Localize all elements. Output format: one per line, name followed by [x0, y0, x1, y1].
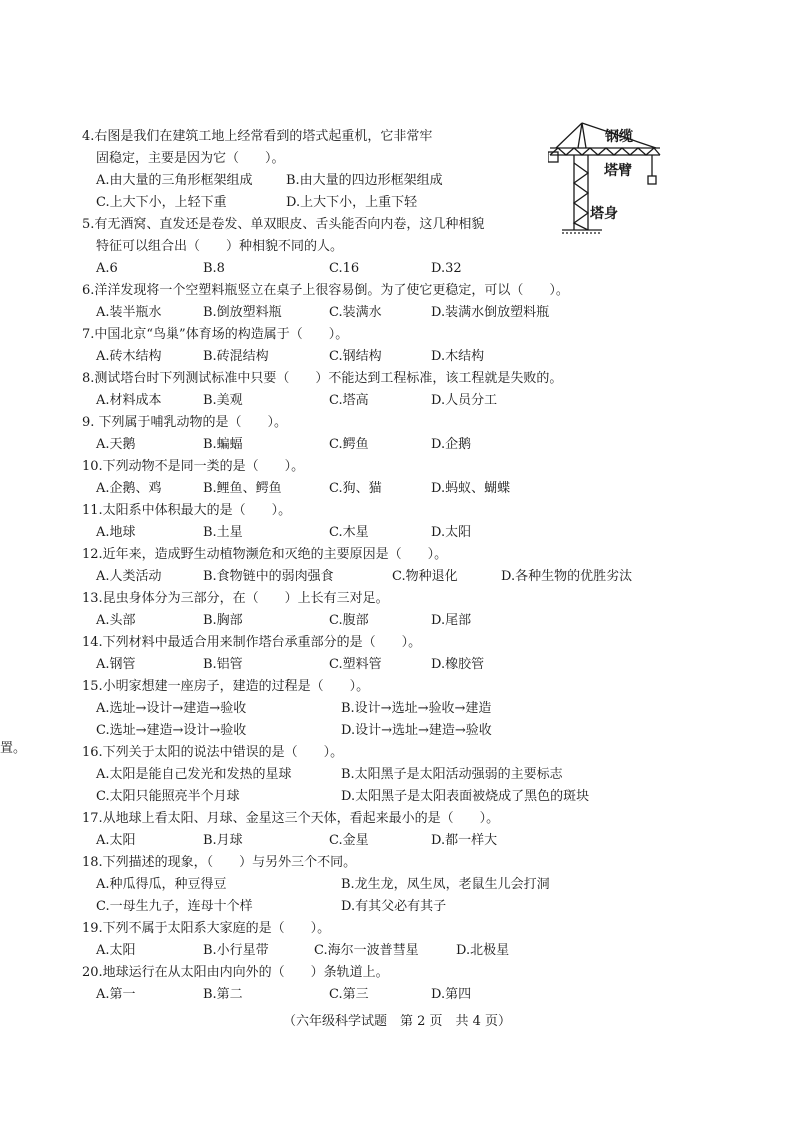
- question-20: 20.地球运行在从太阳由内向外的（ ）条轨道上。: [82, 965, 389, 980]
- question-8-options: [96, 392, 736, 410]
- option-a: A.第一: [96, 987, 136, 1002]
- option-b: B.土星: [203, 525, 243, 540]
- option-b: B.太阳黑子是太阳活动强弱的主要标志: [341, 767, 563, 782]
- option-d: D.尾部: [431, 613, 472, 628]
- option-c: C.钢结构: [329, 349, 382, 364]
- option-d: D.上大下小，上重下轻: [286, 195, 418, 210]
- option-a: A.人类活动: [96, 569, 162, 584]
- option-b: B.设计→选址→验收→建造: [341, 701, 492, 716]
- option-a: A.企鹅、鸡: [96, 481, 162, 496]
- question-12-options: [96, 568, 736, 586]
- question-5-options: [96, 260, 736, 278]
- option-a: A.头部: [96, 613, 136, 628]
- option-c: C.塑料管: [329, 657, 382, 672]
- question-18-options-row-2: [96, 898, 736, 916]
- option-c: C.太阳只能照亮半个月球: [96, 789, 240, 804]
- option-a: A.太阳: [96, 943, 136, 958]
- option-c: C.腹部: [329, 613, 369, 628]
- margin-mark: 置。: [0, 741, 27, 756]
- option-c: C.一母生九子，连母十个样: [96, 899, 253, 914]
- option-c: C.16: [329, 261, 360, 276]
- option-a: A.选址→设计→建造→验收: [96, 701, 247, 716]
- option-c: C.第三: [329, 987, 369, 1002]
- option-b: B.龙生龙，凤生凤，老鼠生儿会打洞: [341, 877, 550, 892]
- question-16-options-row-1: [96, 766, 736, 784]
- question-10: 10.下列动物不是同一类的是（ ）。: [82, 459, 305, 474]
- question-9: 9. 下列属于哺乳动物的是（ ）。: [82, 415, 288, 430]
- option-a: A.材料成本: [96, 393, 162, 408]
- page-footer: （六年级科学试题 第 2 页 共 4 页）: [282, 1014, 512, 1029]
- option-a: A.装半瓶水: [96, 305, 162, 320]
- option-a: A.地球: [96, 525, 136, 540]
- question-14-options: [96, 656, 736, 674]
- question-17-options: [96, 832, 736, 850]
- question-11: 11.太阳系中体积最大的是（ ）。: [82, 503, 292, 518]
- option-b: B.铝管: [203, 657, 243, 672]
- question-10-options: [96, 480, 736, 498]
- option-b: B.蝙蝠: [203, 437, 243, 452]
- option-d: D.第四: [431, 987, 472, 1002]
- option-d: D.设计→选址→建造→验收: [341, 723, 492, 738]
- option-b: B.由大量的四边形框架组成: [286, 173, 443, 188]
- option-b: B.鲤鱼、鳄鱼: [203, 481, 282, 496]
- question-9-options: [96, 436, 736, 454]
- option-b: B.美观: [203, 393, 243, 408]
- question-7-options: [96, 348, 736, 366]
- option-c: C.狗、猫: [329, 481, 382, 496]
- question-11-options: [96, 524, 736, 542]
- question-16-options-row-2: [96, 788, 736, 806]
- question-6: 6.洋洋发现将一个空塑料瓶竖立在桌子上很容易倒。为了使它更稳定，可以（ ）。: [82, 283, 569, 298]
- question-5-line-2: 特征可以组合出（ ）种相貌不同的人。: [96, 239, 344, 254]
- option-c: C.海尔一波普彗星: [314, 943, 419, 958]
- question-16: 16.下列关于太阳的说法中错误的是（ ）。: [82, 745, 344, 760]
- option-c: C.装满水: [329, 305, 382, 320]
- question-17: 17.从地球上看太阳、月球、金星这三个天体，看起来最小的是（ ）。: [82, 811, 500, 826]
- question-15-options-row-2: [96, 722, 736, 740]
- question-7: 7.中国北京“鸟巢”体育场的构造属于（ ）。: [82, 327, 349, 342]
- crane-label-tower: 塔身: [590, 206, 618, 222]
- question-19-options: [96, 942, 736, 960]
- crane-label-arm: 塔臂: [604, 163, 632, 179]
- option-d: D.木结构: [431, 349, 485, 364]
- option-c: C.金星: [329, 833, 369, 848]
- question-18: 18.下列描述的现象，（ ）与另外三个不同。: [82, 855, 357, 870]
- question-4-line-1: 4.右图是我们在建筑工地上经常看到的塔式起重机，它非常牢: [82, 129, 433, 144]
- question-18-options-row-1: [96, 876, 736, 894]
- option-d: D.人员分工: [431, 393, 498, 408]
- option-d: D.橡胶管: [431, 657, 485, 672]
- question-15-options-row-1: [96, 700, 736, 718]
- option-d: D.企鹅: [431, 437, 472, 452]
- question-8: 8.测试塔台时下列测试标准中只要（ ）不能达到工程标准，该工程就是失败的。: [82, 371, 563, 386]
- option-b: B.8: [203, 261, 225, 276]
- question-12: 12.近年来，造成野生动植物濒危和灭绝的主要原因是（ ）。: [82, 547, 448, 562]
- option-a: A.太阳: [96, 833, 136, 848]
- option-a: A.太阳是能自己发光和发热的星球: [96, 767, 292, 782]
- question-13: 13.昆虫身体分为三部分，在（ ）上长有三对足。: [82, 591, 389, 606]
- option-d: D.有其父必有其子: [341, 899, 447, 914]
- question-5-line-1: 5.有无酒窝、直发还是卷发、单双眼皮、舌头能否向内卷，这几种相貌: [82, 217, 485, 232]
- option-b: B.砖混结构: [203, 349, 269, 364]
- option-d: D.太阳: [431, 525, 472, 540]
- option-c: C.上大下小，上轻下重: [96, 195, 227, 210]
- option-c: C.物种退化: [392, 569, 458, 584]
- question-19: 19.下列不属于太阳系大家庭的是（ ）。: [82, 921, 331, 936]
- option-d: D.太阳黑子是太阳表面被烧成了黑色的斑块: [341, 789, 590, 804]
- option-c: C.鳄鱼: [329, 437, 369, 452]
- option-d: D.装满水倒放塑料瓶: [431, 305, 550, 320]
- option-b: B.胸部: [203, 613, 243, 628]
- question-15: 15.小明家想建一座房子，建造的过程是（ ）。: [82, 679, 370, 694]
- option-d: D.都一样大: [431, 833, 498, 848]
- question-6-options: [96, 304, 736, 322]
- option-d: D.32: [431, 261, 462, 276]
- question-20-options: [96, 986, 736, 1004]
- option-c: C.塔高: [329, 393, 369, 408]
- option-b: B.倒放塑料瓶: [203, 305, 282, 320]
- option-a: A.6: [96, 261, 118, 276]
- question-4-line-2: 固稳定，主要是因为它（ ）。: [96, 151, 285, 166]
- option-b: B.月球: [203, 833, 243, 848]
- option-d: D.蚂蚁、蝴蝶: [431, 481, 511, 496]
- option-c: C.选址→建造→设计→验收: [96, 723, 247, 738]
- option-d: D.各种生物的优胜劣汰: [501, 569, 633, 584]
- option-a: A.天鹅: [96, 437, 136, 452]
- option-b: B.小行星带: [203, 943, 269, 958]
- option-d: D.北极星: [456, 943, 510, 958]
- crane-label-cable: 钢缆: [605, 129, 633, 145]
- option-a: A.砖木结构: [96, 349, 162, 364]
- option-a: A.钢管: [96, 657, 136, 672]
- option-b: B.食物链中的弱肉强食: [203, 569, 334, 584]
- option-a: A.种瓜得瓜，种豆得豆: [96, 877, 227, 892]
- option-c: C.木星: [329, 525, 369, 540]
- option-a: A.由大量的三角形框架组成: [96, 173, 253, 188]
- option-b: B.第二: [203, 987, 243, 1002]
- question-13-options: [96, 612, 736, 630]
- question-14: 14.下列材料中最适合用来制作塔台承重部分的是（ ）。: [82, 635, 422, 650]
